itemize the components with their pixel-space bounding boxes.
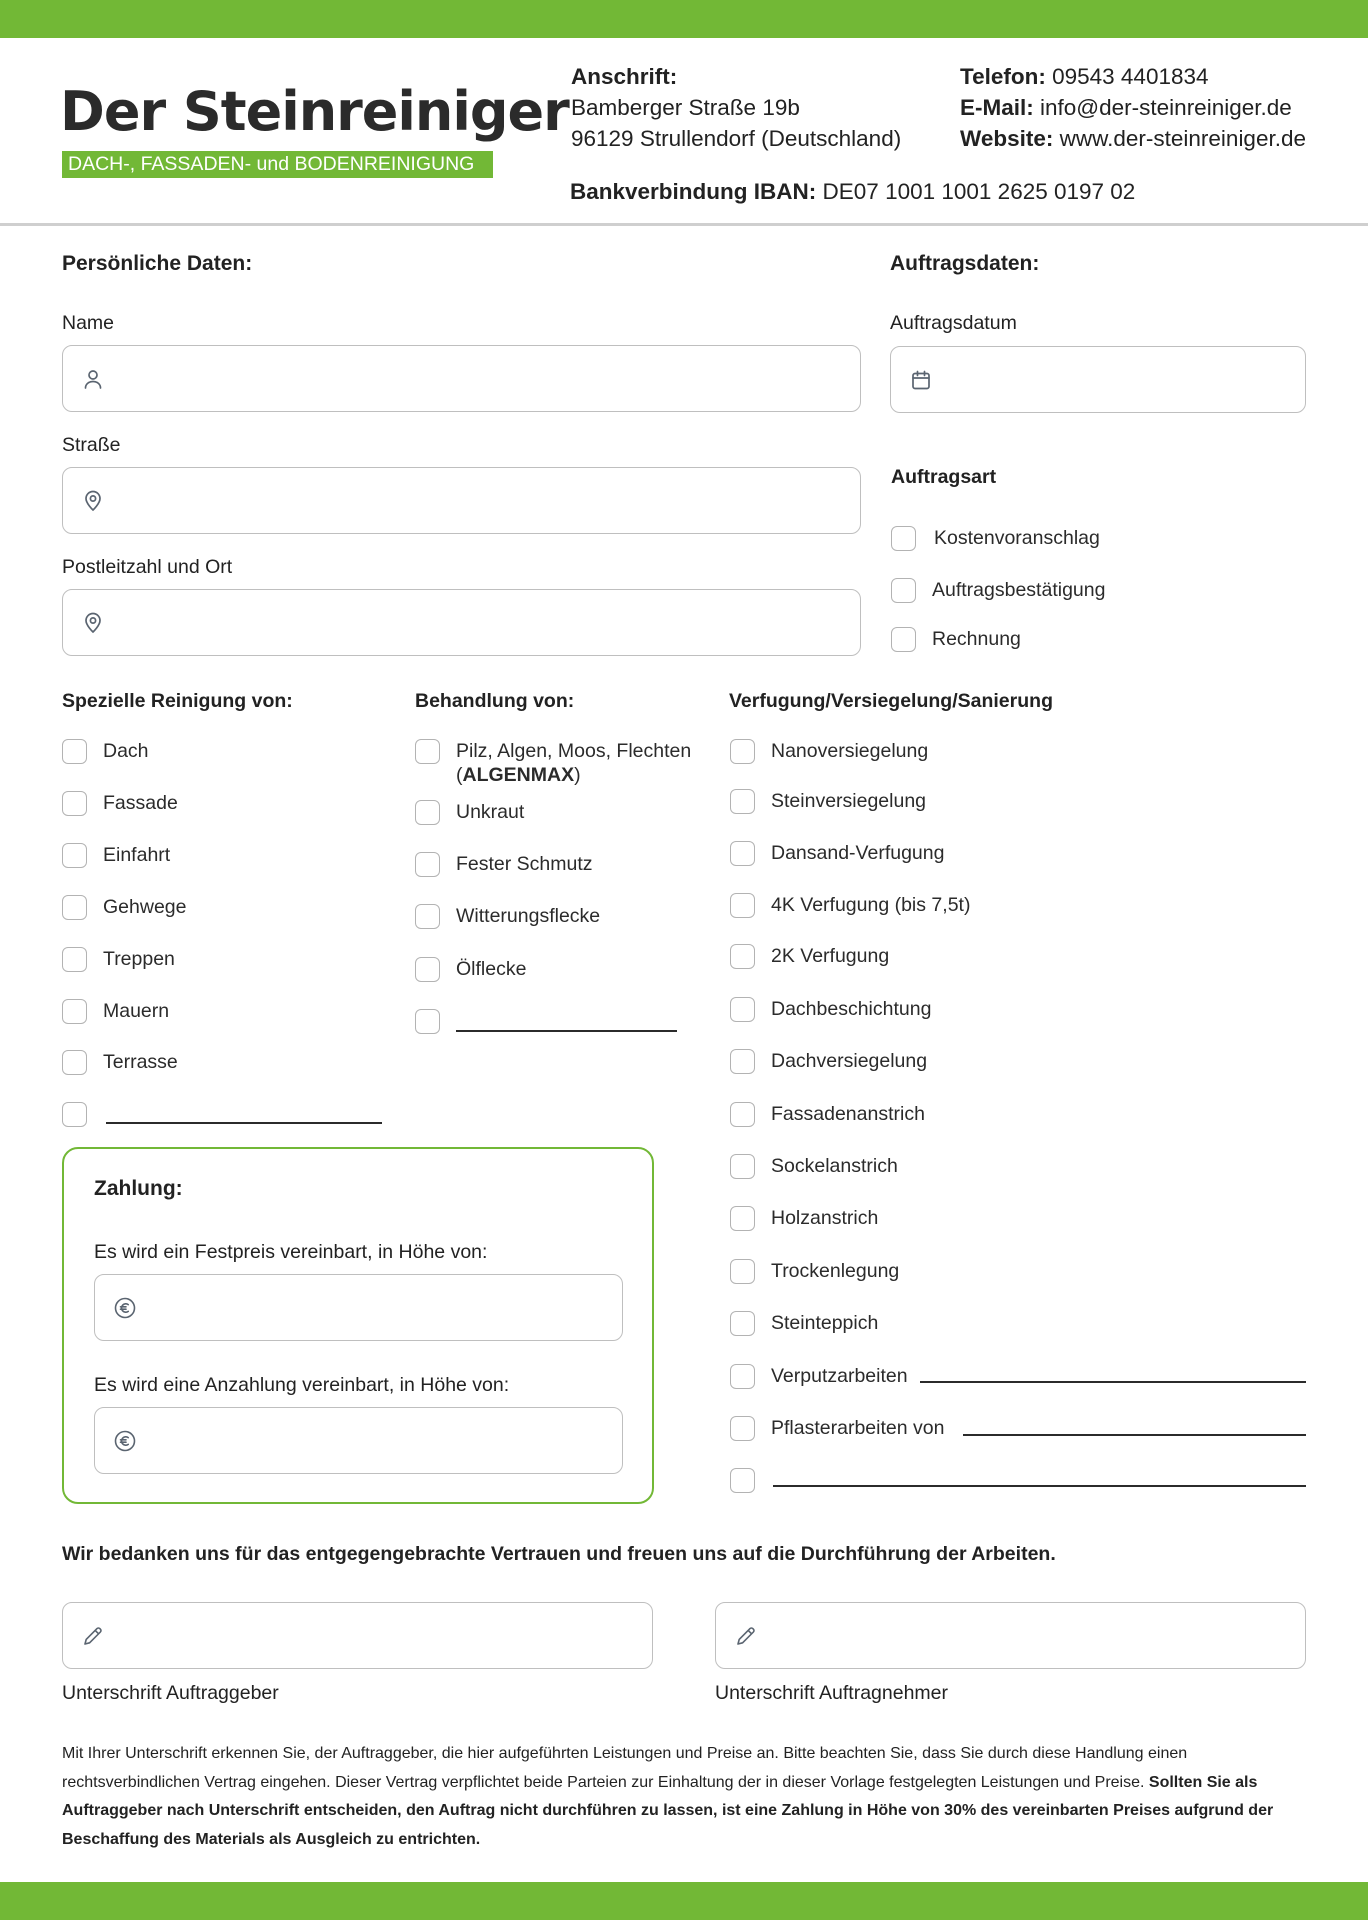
disclaimer-text: Mit Ihrer Unterschrift erkennen Sie, der Auftraggeber, die hier aufgeführten Leistungen und Preise an. Bitte beachten Sie, dass Sie durch diese Handlung einen rechtsverbindlichen Vertrag eingehen. Dieser Vertrag verpflichtet beide Parteien zur Einhaltung der in dieser Vorlage festgelegten Leistungen und Preise.: [62, 1745, 1188, 1791]
checkbox[interactable]: [62, 1050, 87, 1075]
option-label: Auftragsbestätigung: [932, 579, 1106, 601]
deposit-field[interactable]: [94, 1407, 623, 1474]
checkbox[interactable]: [62, 739, 87, 764]
option-label: Fassade: [103, 792, 178, 814]
order-type-option[interactable]: [891, 526, 1100, 551]
option-label: 4K Verfugung (bis 7,5t): [771, 894, 971, 916]
sealing-option[interactable]: [730, 841, 944, 866]
bank-block: [570, 176, 1135, 207]
fixed-price-label: Es wird ein Festpreis vereinbart, in Höhe von:: [94, 1241, 488, 1263]
checkbox[interactable]: [730, 1102, 755, 1127]
address-block: [571, 61, 901, 154]
option-label: Steinversiegelung: [771, 790, 927, 812]
option-label: Ölflecke: [456, 958, 527, 980]
date-label: Auftragsdatum: [890, 312, 1017, 334]
checkbox[interactable]: [730, 997, 755, 1022]
checkbox[interactable]: [62, 1102, 87, 1127]
checkbox[interactable]: [730, 1049, 755, 1074]
bank-value: DE07 1001 1001 2625 0197 02: [822, 179, 1136, 204]
website-label: Website:: [960, 126, 1054, 151]
disclaimer: [62, 1740, 1312, 1854]
checkbox[interactable]: [62, 947, 87, 972]
treatment-option[interactable]: [415, 800, 524, 825]
checkbox[interactable]: [415, 904, 440, 929]
date-field[interactable]: [890, 346, 1306, 413]
treatment-option[interactable]: [415, 957, 526, 982]
header-divider: [0, 223, 1368, 226]
email-value[interactable]: info@der-steinreiniger.de: [1040, 95, 1292, 120]
phone-label: Telefon:: [960, 64, 1046, 89]
sealing-option[interactable]: [730, 739, 928, 764]
address-line1: Bamberger Straße 19b: [571, 95, 800, 120]
checkbox[interactable]: [730, 739, 755, 764]
option-label: Unkraut: [456, 801, 525, 823]
sealing-option[interactable]: [730, 997, 931, 1022]
street-field[interactable]: [62, 467, 861, 534]
option-label: Einfahrt: [103, 844, 171, 866]
treatment-option-other[interactable]: [415, 1009, 456, 1034]
checkbox[interactable]: [730, 1468, 755, 1493]
option-label: Dachversiegelung: [771, 1050, 928, 1072]
sealing-option[interactable]: [730, 1364, 908, 1389]
option-label-brand: ALGENMAX: [462, 764, 575, 786]
paving-work-line[interactable]: [963, 1434, 1306, 1436]
option-label: Treppen: [103, 948, 175, 970]
option-label: Gehwege: [103, 896, 187, 918]
pen-icon: [81, 1624, 105, 1648]
address-label: Anschrift:: [571, 64, 678, 89]
address-line2: 96129 Strullendorf (Deutschland): [571, 126, 902, 151]
option-label: Nanoversiegelung: [771, 740, 929, 762]
sealing-option[interactable]: [730, 1259, 899, 1284]
sealing-option[interactable]: [730, 944, 889, 969]
logo-subtitle: DACH-, FASSADEN- und BODENREINIGUNG: [62, 151, 493, 178]
signature-contractor-label: Unterschrift Auftragnehmer: [715, 1682, 949, 1704]
sealing-option[interactable]: [730, 1311, 878, 1336]
checkbox[interactable]: [891, 627, 916, 652]
option-label-line1: Pilz, Algen, Moos, Flechten: [456, 740, 692, 762]
pen-icon: [734, 1624, 758, 1648]
email-label: E-Mail:: [960, 95, 1034, 120]
checkbox[interactable]: [891, 578, 916, 603]
checkbox[interactable]: [415, 957, 440, 982]
website-value[interactable]: www.der-steinreiniger.de: [1059, 126, 1306, 151]
cleaning-option-other[interactable]: [62, 1102, 103, 1127]
signature-client-label: Unterschrift Auftraggeber: [62, 1682, 279, 1704]
checkbox[interactable]: [730, 893, 755, 918]
phone-value: 09543 4401834: [1052, 64, 1209, 89]
option-label: Fassadenanstrich: [771, 1103, 925, 1125]
option-label: Pflasterarbeiten von: [771, 1417, 945, 1439]
checkbox[interactable]: [62, 791, 87, 816]
location-pin-icon: [81, 611, 105, 635]
sealing-option-other[interactable]: [730, 1468, 771, 1493]
checkbox[interactable]: [730, 841, 755, 866]
option-label-open: (: [456, 764, 463, 786]
contact-block: [960, 61, 1306, 154]
order-type-option[interactable]: [891, 578, 1105, 603]
option-label: Rechnung: [932, 628, 1021, 650]
option-label: 2K Verfugung: [771, 945, 890, 967]
order-type-option[interactable]: [891, 627, 1021, 652]
checkbox[interactable]: [730, 1416, 755, 1441]
sealing-heading: Verfugung/Versiegelung/Sanierung: [729, 690, 1053, 712]
option-label: Terrasse: [103, 1051, 178, 1073]
treatment-option[interactable]: [415, 904, 600, 929]
option-label: Mauern: [103, 1000, 170, 1022]
treatment-option[interactable]: [415, 852, 593, 877]
option-label: Dansand-Verfugung: [771, 842, 945, 864]
cleaning-option[interactable]: [62, 739, 149, 764]
checkbox[interactable]: [415, 800, 440, 825]
euro-icon: [113, 1429, 137, 1453]
euro-icon: [113, 1296, 137, 1320]
sealing-option[interactable]: [730, 893, 970, 918]
option-label: Steinteppich: [771, 1312, 879, 1334]
signature-contractor-field[interactable]: [715, 1602, 1306, 1669]
top-accent-bar: [0, 0, 1368, 38]
option-label: [456, 739, 691, 787]
cleaning-option[interactable]: [62, 999, 169, 1024]
checkbox[interactable]: [62, 895, 87, 920]
order-heading: Auftragsdaten:: [890, 252, 1040, 275]
checkbox[interactable]: [730, 944, 755, 969]
order-type-heading: Auftragsart: [891, 466, 997, 488]
user-icon: [81, 367, 105, 391]
sealing-option[interactable]: [730, 1206, 878, 1231]
option-label: Witterungsflecke: [456, 905, 601, 927]
logo-title: Der Steinreiniger: [60, 80, 569, 143]
sealing-option[interactable]: [730, 1154, 898, 1179]
checkbox[interactable]: [730, 1154, 755, 1179]
cleaning-option[interactable]: [62, 791, 178, 816]
checkbox[interactable]: [62, 999, 87, 1024]
payment-heading: Zahlung:: [94, 1177, 183, 1200]
option-label: Kostenvoranschlag: [934, 527, 1100, 549]
treatment-heading: Behandlung von:: [415, 690, 575, 712]
deposit-label: Es wird eine Anzahlung vereinbart, in Höhe von:: [94, 1374, 510, 1396]
bank-label: Bankverbindung IBAN:: [570, 179, 817, 204]
checkbox[interactable]: [730, 1311, 755, 1336]
bottom-accent-bar: [0, 1882, 1368, 1920]
sealing-option[interactable]: [730, 789, 926, 814]
cleaning-other-line[interactable]: [106, 1122, 382, 1124]
option-label: Fester Schmutz: [456, 853, 593, 875]
calendar-icon: [909, 368, 933, 392]
city-label: Postleitzahl und Ort: [62, 556, 233, 578]
name-field[interactable]: [62, 345, 861, 412]
treatment-other-line[interactable]: [456, 1030, 677, 1032]
option-label-close: ): [574, 764, 581, 786]
checkbox[interactable]: [730, 789, 755, 814]
sealing-option[interactable]: [730, 1416, 944, 1441]
sealing-other-line[interactable]: [773, 1485, 1306, 1487]
option-label: Dachbeschichtung: [771, 998, 932, 1020]
checkbox[interactable]: [730, 1364, 755, 1389]
checkbox[interactable]: [415, 1009, 440, 1034]
personal-heading: Persönliche Daten:: [62, 252, 253, 275]
option-label: Sockelanstrich: [771, 1155, 898, 1177]
option-label: Verputzarbeiten: [771, 1365, 908, 1387]
street-label: Straße: [62, 434, 121, 456]
location-pin-icon: [81, 489, 105, 513]
cleaning-option[interactable]: [62, 843, 170, 868]
name-label: Name: [62, 312, 115, 334]
payment-box: [62, 1147, 654, 1504]
cleaning-option[interactable]: [62, 895, 186, 920]
plaster-work-line[interactable]: [920, 1381, 1306, 1383]
disclaimer-bold-text: Sollten Sie als Auftraggeber nach Unterschrift entscheiden, den Auftrag nicht durchführen zu lassen, ist eine Zahlung in Höhe von 30% des vereinbarten Preises aufgrund der Beschaffung des Materials als Ausgleich zu entrichten.: [62, 1773, 1274, 1848]
checkbox[interactable]: [891, 526, 916, 551]
checkbox[interactable]: [730, 1259, 755, 1284]
option-label: Trockenlegung: [771, 1260, 900, 1282]
checkbox[interactable]: [62, 843, 87, 868]
checkbox[interactable]: [415, 739, 440, 764]
city-field[interactable]: [62, 589, 861, 656]
sealing-option[interactable]: [730, 1049, 927, 1074]
checkbox[interactable]: [415, 852, 440, 877]
option-label: Dach: [103, 740, 149, 762]
sealing-option[interactable]: [730, 1102, 925, 1127]
signature-client-field[interactable]: [62, 1602, 653, 1669]
option-label: Holzanstrich: [771, 1207, 879, 1229]
checkbox[interactable]: [730, 1206, 755, 1231]
thanks-text: Wir bedanken uns für das entgegengebrachte Vertrauen und freuen uns auf die Durchführung der Arbeiten.: [62, 1543, 1056, 1565]
fixed-price-field[interactable]: [94, 1274, 623, 1341]
cleaning-heading: Spezielle Reinigung von:: [62, 690, 293, 712]
cleaning-option[interactable]: [62, 1050, 178, 1075]
treatment-option[interactable]: [415, 739, 691, 787]
cleaning-option[interactable]: [62, 947, 175, 972]
